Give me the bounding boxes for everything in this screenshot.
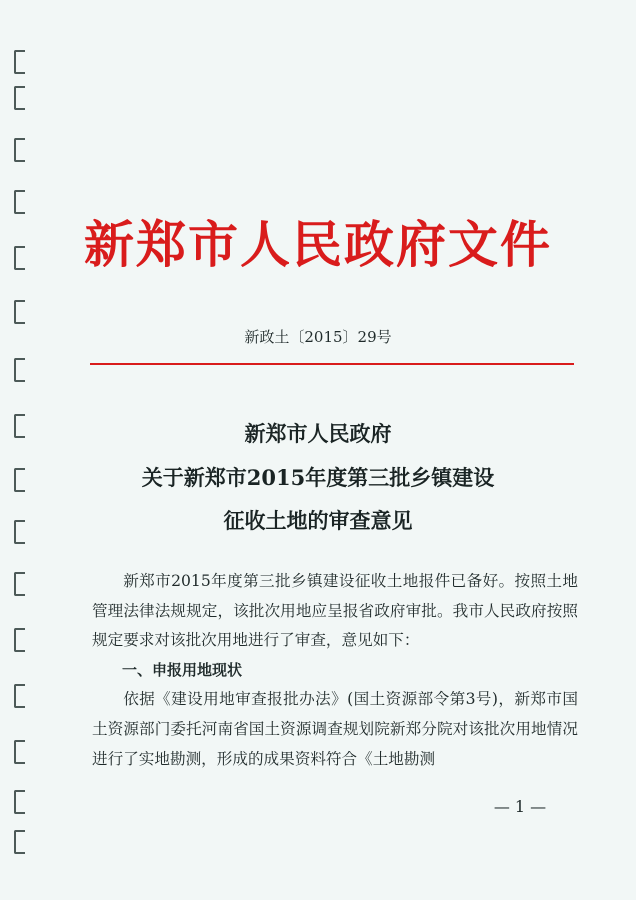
body-paragraph-1: 新郑市2015年度第三批乡镇建设征收土地报件已备好。按照土地管理法律法规规定，该批次用地应呈报省政府审批。我市人民政府按照规定要求对该批次用地进行了审查，意见如下： (92, 572, 578, 650)
title-line-2: 关于新郑市2015年度第三批乡镇建设 (141, 465, 495, 490)
page-number: — 1 — (493, 797, 547, 816)
red-divider-line (90, 363, 574, 365)
section-heading-1: 一、申报用地现状 (122, 660, 243, 679)
binding-holes (14, 50, 36, 850)
document-body (92, 567, 578, 774)
document-number: 新政土〔2015〕29号 (244, 328, 392, 346)
title-line-1: 新郑市人民政府 (244, 421, 392, 446)
title-line-3: 征收土地的审查意见 (223, 508, 413, 533)
body-paragraph-2: 依据《建设用地审查报批办法》(国土资源部令第3号)，新郑市国土资源部门委托河南省国土资源调查规划院新郑分院对该批次用地情况进行了实地勘测，形成的成果资料符合《土地勘测 (92, 690, 578, 768)
issuer-header-title: 新郑市人民政府文件 (84, 215, 552, 274)
